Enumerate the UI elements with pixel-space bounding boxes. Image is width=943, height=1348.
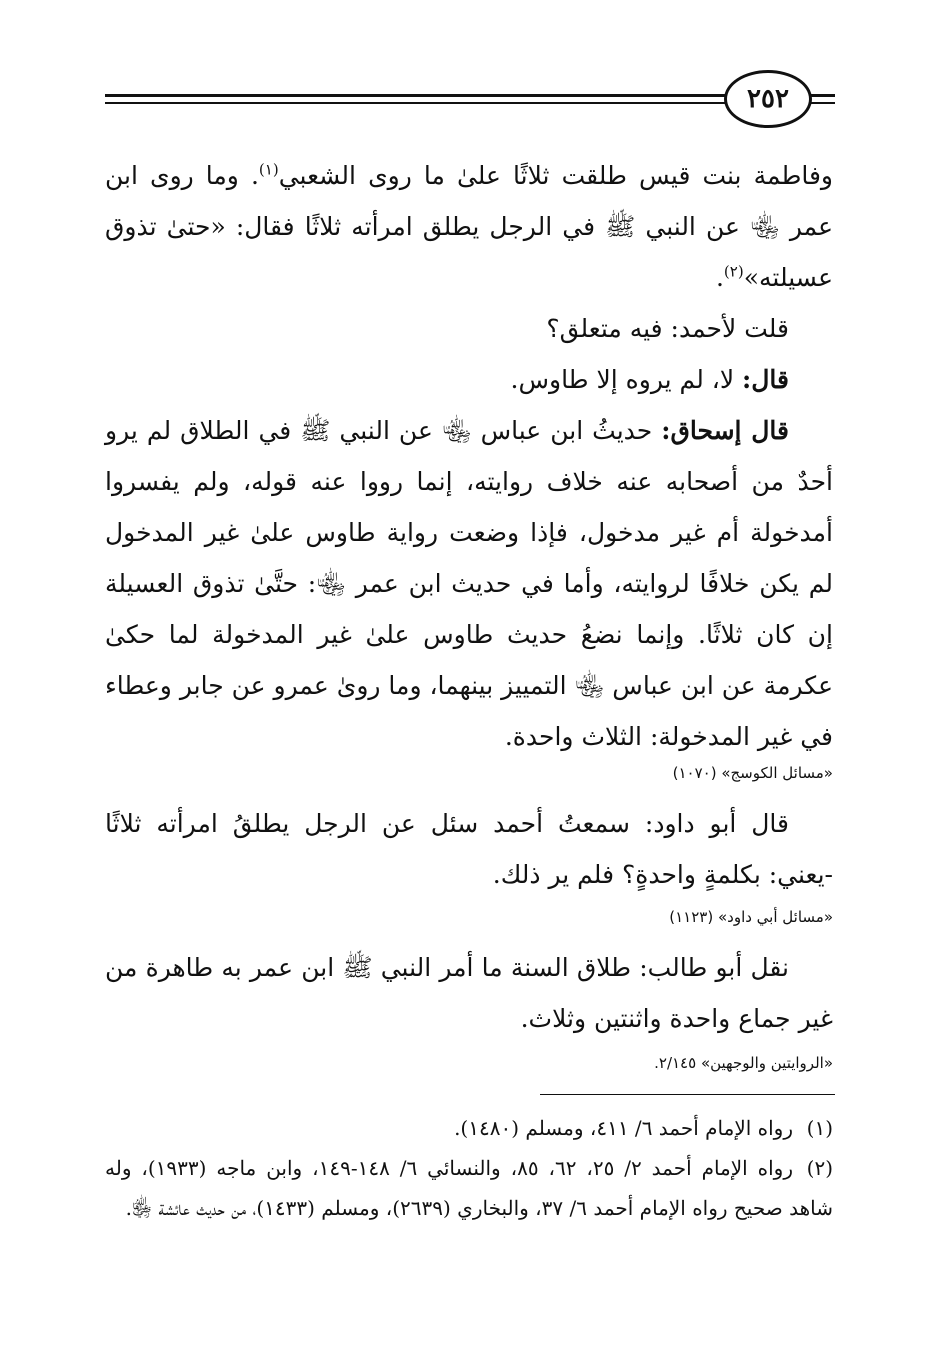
paragraph-5: قال أبو داود: سمعتُ أحمد سئل عن الرجل يطلقُ امرأته ثلاثًا -يعني: بكلمةٍ واحدةٍ؟ فلم ير ذلك. — [105, 809, 833, 889]
footnote-number: (٢) — [806, 1156, 834, 1180]
paragraph-4 — [105, 405, 833, 762]
paragraph-3 — [105, 354, 833, 405]
footnote-ref-1[interactable]: (١) — [258, 160, 279, 179]
source-citation-2: «مسائل أبي داود» (١١٢٣) — [669, 908, 833, 926]
paragraph-1-end: . — [715, 263, 724, 292]
footnote-number: (١) — [806, 1116, 833, 1140]
source-citation-1: «مسائل الكوسج» (١٠٧٠) — [672, 764, 833, 782]
footnote-separator — [540, 1094, 835, 1095]
footnote-text: رواه الإمام أحمد ٢/ ٢٥، ٦٢، ٨٥، والنسائي ٦/ ١٤٨-١٤٩، وابن ماجه (١٩٣٣)، وله شاهد صحيح رواه الإمام أحمد ٦/ ٣٧، والبخاري (٢٦٣٩)، ومسلم (١٤٣٣)، من حديث عائشة ﵂. — [105, 1156, 833, 1220]
paragraph-2: قلت لأحمد: فيه متعلق؟ — [546, 314, 789, 343]
paragraph-1-text: وفاطمة بنت قيس طلقت ثلاثًا علىٰ ما روى الشعبي — [278, 161, 833, 190]
footnote-text: رواه الإمام أحمد ٦/ ٤١١، ومسلم (١٤٨٠). — [454, 1116, 793, 1140]
main-text-3 — [105, 942, 833, 1044]
source-citation-3: «الروايتين والوجهين» ٢/١٤٥. — [654, 1054, 833, 1072]
speaker-label: قال إسحاق: — [661, 416, 789, 445]
paragraph-6: نقل أبو طالب: طلاق السنة ما أمر النبي ﷺ ابن عمر به طاهرة من غير جماع واحدة واثنتين وثلاث. — [105, 953, 833, 1033]
footnote-ref-2[interactable]: (٢) — [723, 262, 744, 281]
footnote-2 — [105, 1148, 833, 1228]
paragraph-1 — [105, 150, 833, 303]
paragraph-3-text: لا، لم يروه إلا طاوس. — [510, 365, 743, 394]
paragraph-4-text: حديثُ ابن عباس ﵄ عن النبي ﷺ في الطلاق لم يرو أحدٌ من أصحابه عنه خلاف روايته، إنما رووا عنه قوله، ولم يفسروا أمدخولة أم غير مدخول، فإذا وضعت رواية طاوس علىٰ غير المدخول لم يكن خلافًا لروايته، وأما في حديث ابن عمر ﵄: حتَّىٰ تذوق العسيلة إن كان ثلاثًا. وإنما نضعُ حديث طاوس علىٰ غير المدخولة لما حكىٰ عكرمة عن ابن عباس ﵄ التمييز بينهما، وما رو‌ىٰ عمرو عن جابر وعطاء في غير المدخولة: الثلاث واحدة. — [105, 416, 833, 751]
main-text-2 — [105, 798, 833, 900]
footnotes — [105, 1108, 833, 1228]
paragraph-1-continuation: . وما روى ابن عمر ﵄ عن النبي ﷺ في الرجل يطلق امرأته ثلاثًا فقال: «حتىٰ تذوق عسيلته» — [105, 161, 833, 292]
page-number: ٢٥٢ — [724, 70, 812, 128]
speaker-label: قال: — [742, 365, 789, 394]
footnote-1 — [105, 1108, 833, 1148]
main-text — [105, 150, 833, 762]
